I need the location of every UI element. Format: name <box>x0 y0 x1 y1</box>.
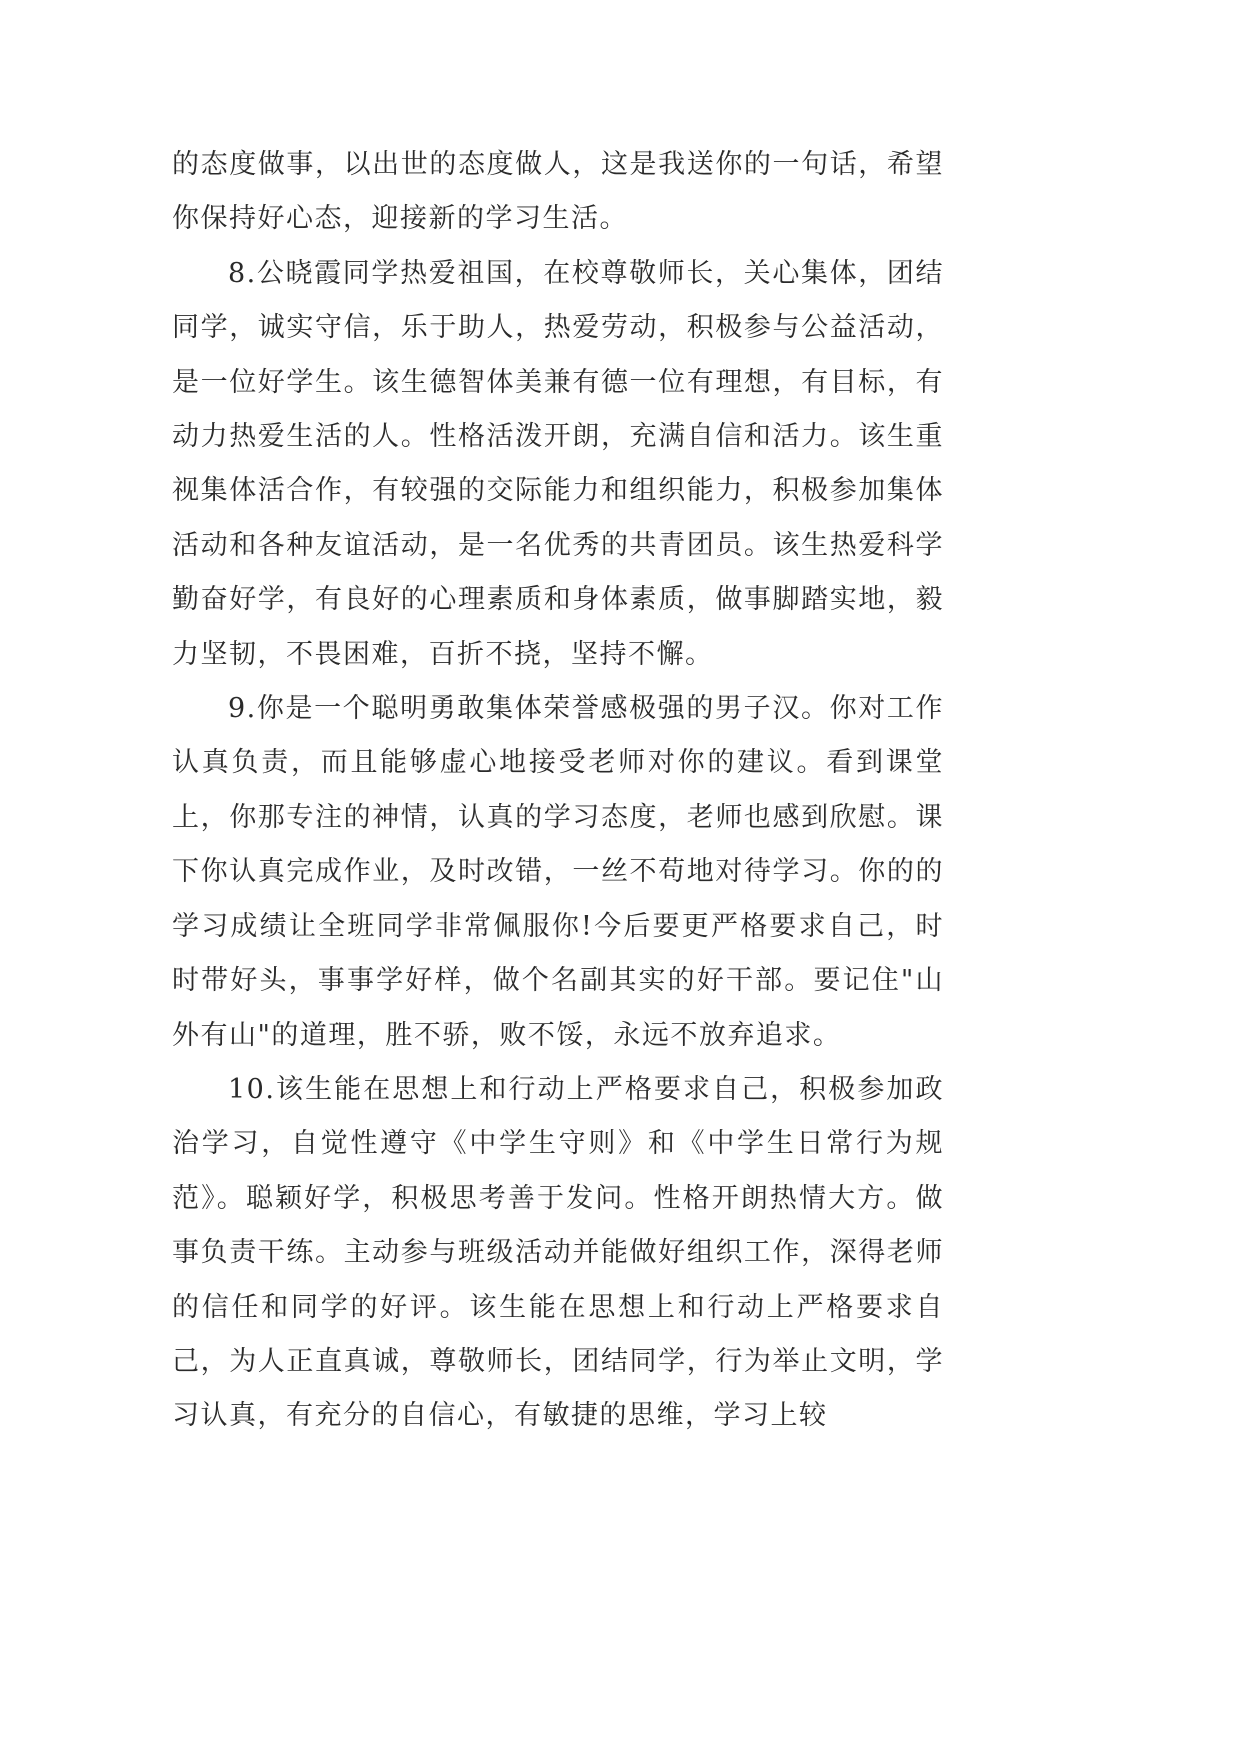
document-body <box>172 138 944 1444</box>
paragraph-continuation: 的态度做事，以出世的态度做人，这是我送你的一句话，希望你保持好心态，迎接新的学习生活。 <box>172 149 944 235</box>
paragraph-item-9: 9.你是一个聪明勇敢集体荣誉感极强的男子汉。你对工作认真负责，而且能够虚心地接受老师对你的建议。看到课堂上，你那专注的神情，认真的学习态度，老师也感到欣慰。课下你认真完成作业，及时改错，一丝不苟地对待学习。你的的学习成绩让全班同学非常佩服你!今后要更严格要求自己，时时带好头，事事学好样，做个名副其实的好干部。要记住"山外有山"的道理，胜不骄，败不馁，永远不放弃追求。 <box>172 693 944 1051</box>
paragraph-item-8: 8.公晓霞同学热爱祖国，在校尊敬师长，关心集体，团结同学，诚实守信，乐于助人，热爱劳动，积极参与公益活动，是一位好学生。该生德智体美兼有德一位有理想，有目标，有动力热爱生活的人。性格活泼开朗，充满自信和活力。该生重视集体活合作，有较强的交际能力和组织能力，积极参加集体活动和各种友谊活动，是一名优秀的共青团员。该生热爱科学勤奋好学，有良好的心理素质和身体素质，做事脚踏实地，毅力坚韧，不畏困难，百折不挠，坚持不懈。 <box>172 257 944 670</box>
paragraph-item-10: 10.该生能在思想上和行动上严格要求自己，积极参加政治学习，自觉性遵守《中学生守则》和《中学生日常行为规范》。聪颖好学，积极思考善于发问。性格开朗热情大方。做事负责干练。主动参与班级活动并能做好组织工作，深得老师的信任和同学的好评。该生能在思想上和行动上严格要求自己，为人正直真诚，尊敬师长，团结同学，行为举止文明，学习认真，有充分的自信心，有敏捷的思维，学习上较 <box>172 1073 944 1432</box>
